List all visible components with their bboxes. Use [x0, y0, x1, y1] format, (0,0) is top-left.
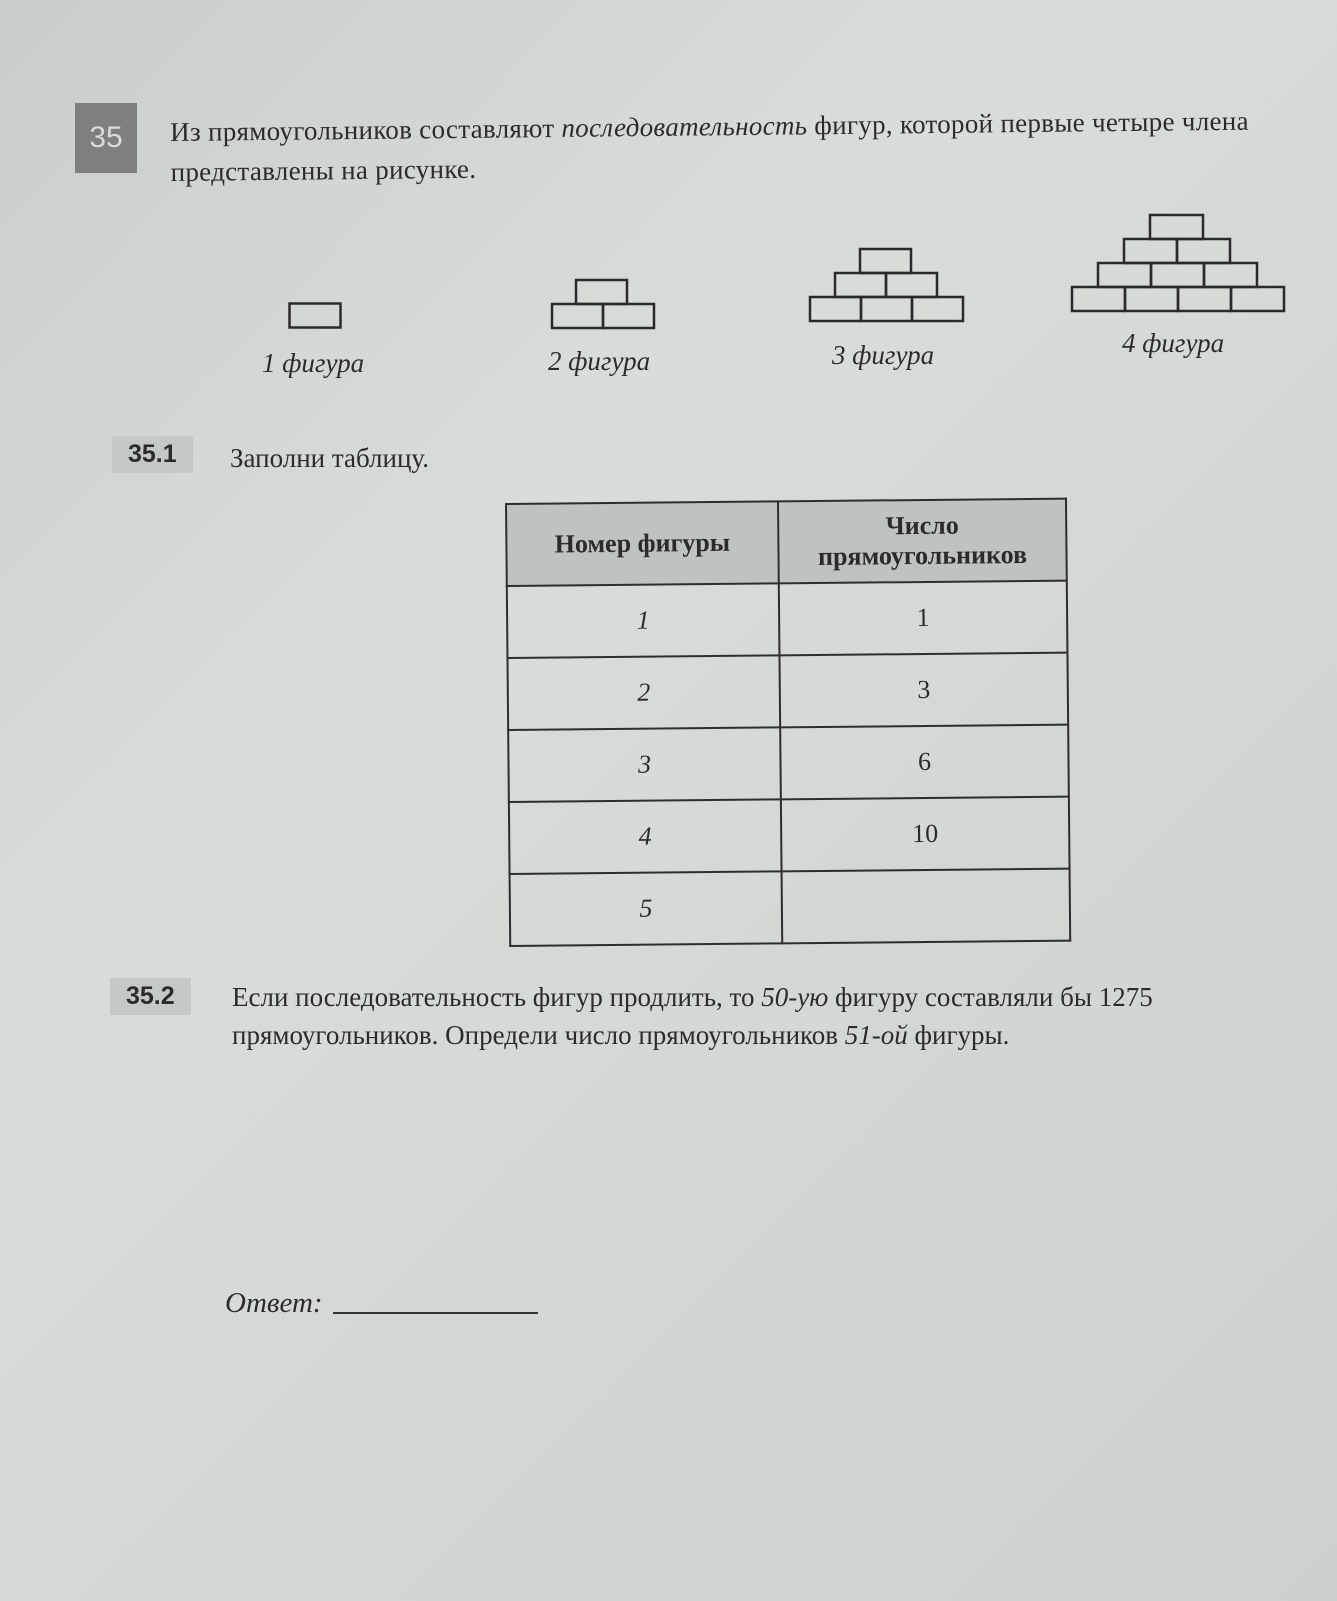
task-text-before: Из прямоугольников составляют — [170, 112, 562, 147]
cell-figure-number: 4 — [509, 799, 782, 874]
table-row — [508, 725, 1069, 802]
table-row — [509, 797, 1070, 874]
task-text-after: фигур, которой первые четыре члена представлены на рисунке. — [170, 105, 1249, 187]
figure-3-label: 3 фигура — [832, 340, 935, 370]
q2-part-5: фигуры. — [907, 1020, 1010, 1050]
cell-figure-number: 1 — [507, 583, 780, 658]
figure-4-drawing — [1070, 213, 1286, 317]
task-number-badge: 35 — [75, 103, 137, 173]
answer-table — [505, 498, 1071, 947]
cell-rectangle-count: 1 — [779, 581, 1068, 656]
table-row — [507, 581, 1068, 658]
cell-rectangle-count: 3 — [779, 653, 1068, 728]
q2-part-4: 51-ой — [844, 1020, 908, 1050]
subtask-2-number: 35.2 — [110, 978, 191, 1015]
subtask-1-text: Заполни таблицу. — [230, 443, 429, 473]
q2-part-1: Если последовательность фигур продлить, то — [232, 982, 762, 1012]
figure-4-label: 4 фигура — [1122, 328, 1225, 358]
header-figure-number: Номер фигуры — [506, 501, 779, 586]
task-text-italic: последовательность — [561, 110, 808, 143]
figure-1-drawing — [288, 302, 344, 330]
figure-2-label: 2 фигура — [548, 346, 651, 376]
table-header-row — [506, 499, 1067, 586]
cell-rectangle-count-blank[interactable] — [782, 869, 1071, 944]
cell-figure-number: 2 — [507, 655, 780, 730]
figure-1-label: 1 фигура — [262, 348, 365, 378]
q2-part-3: фигуру составляли бы 1275 прямоугольников. Определи число прямоугольников — [232, 982, 1153, 1050]
subtask-1-number: 35.1 — [112, 436, 193, 473]
answer-blank-line[interactable] — [333, 1312, 538, 1314]
cell-figure-number: 3 — [508, 727, 781, 802]
q2-part-2: 50-ую — [761, 982, 829, 1012]
cell-figure-number: 5 — [510, 871, 783, 946]
cell-rectangle-count: 10 — [781, 797, 1070, 872]
table-row — [507, 653, 1068, 730]
header-rectangle-count: Число прямоугольников — [778, 499, 1067, 584]
figure-2-drawing — [550, 278, 656, 330]
task-statement — [170, 100, 1291, 192]
table-row — [510, 869, 1071, 946]
cell-rectangle-count: 6 — [780, 725, 1069, 800]
answer-label: Ответ: — [225, 1287, 323, 1319]
subtask-2-text — [232, 978, 1312, 1054]
figure-3-drawing — [808, 247, 966, 325]
